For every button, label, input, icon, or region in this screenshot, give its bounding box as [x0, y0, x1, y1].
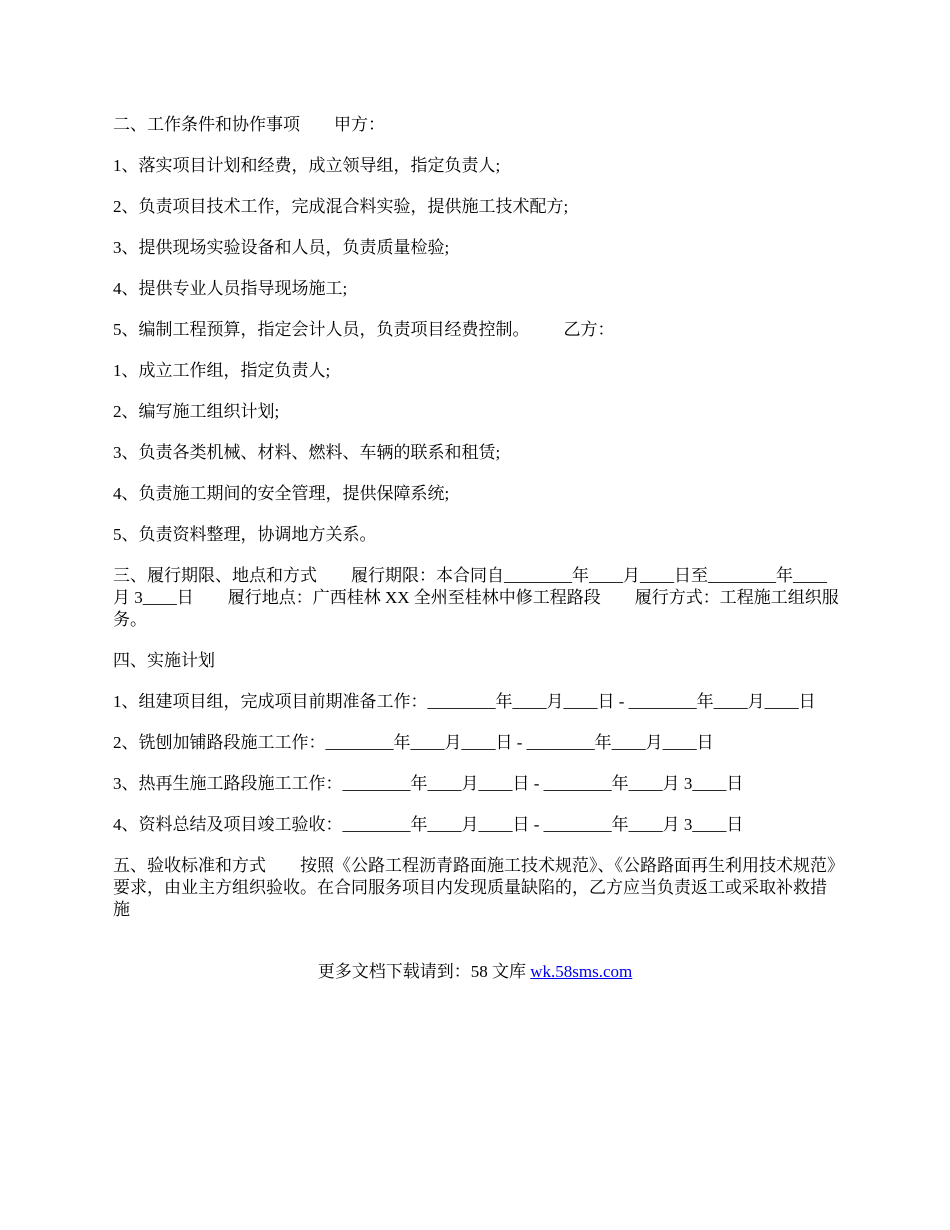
section-2-heading: 二、工作条件和协作事项 甲方： [113, 115, 385, 134]
section-4-heading: 四、实施计划 [113, 651, 215, 670]
party-b-item-2: 2、编写施工组织计划; [113, 402, 280, 421]
document-body [113, 114, 840, 940]
plan-item-3: 3、热再生施工路段施工工作：________年____月____日 - ________年____月 3____日 [113, 774, 744, 793]
party-b-item-1: 1、成立工作组，指定负责人; [113, 361, 331, 380]
footer-text: 更多文档下载请到：58 文库 [317, 962, 531, 981]
section-5-acceptance: 五、验收标准和方式 按照《公路工程沥青路面施工技术规范》、《公路路面再生利用技术规范》要求，由业主方组织验收。在合同服务项目内发现质量缺陷的，乙方应当负责返工或采取补救措施 [113, 856, 836, 919]
party-a-item-5: 5、编制工程预算，指定会计人员，负责项目经费控制。 乙方： [113, 320, 615, 339]
footer [0, 961, 950, 983]
plan-item-2: 2、铣刨加铺路段施工工作：________年____月____日 - ________年____月____日 [113, 733, 714, 752]
plan-item-1: 1、组建项目组，完成项目前期准备工作：________年____月____日 - ________年____月____日 [113, 692, 816, 711]
section-3-performance: 三、履行期限、地点和方式 履行期限：本合同自________年____月____日至________年____月 3____日 履行地点：广西桂林 XX 全州至桂林中修工程路段 履行方式：工程施工组织服务。 [113, 566, 839, 629]
party-b-item-3: 3、负责各类机械、材料、燃料、车辆的联系和租赁; [113, 443, 501, 462]
footer-link[interactable]: wk.58sms.com [530, 962, 633, 981]
party-b-item-5: 5、负责资料整理，协调地方关系。 [113, 525, 377, 544]
party-a-item-3: 3、提供现场实验设备和人员，负责质量检验; [113, 238, 450, 257]
party-a-item-2: 2、负责项目技术工作，完成混合料实验，提供施工技术配方; [113, 197, 569, 216]
party-a-item-4: 4、提供专业人员指导现场施工; [113, 279, 348, 298]
party-b-item-4: 4、负责施工期间的安全管理，提供保障系统; [113, 484, 450, 503]
party-a-item-1: 1、落实项目计划和经费，成立领导组，指定负责人; [113, 156, 501, 175]
plan-item-4: 4、资料总结及项目竣工验收：________年____月____日 - ________年____月 3____日 [113, 815, 744, 834]
